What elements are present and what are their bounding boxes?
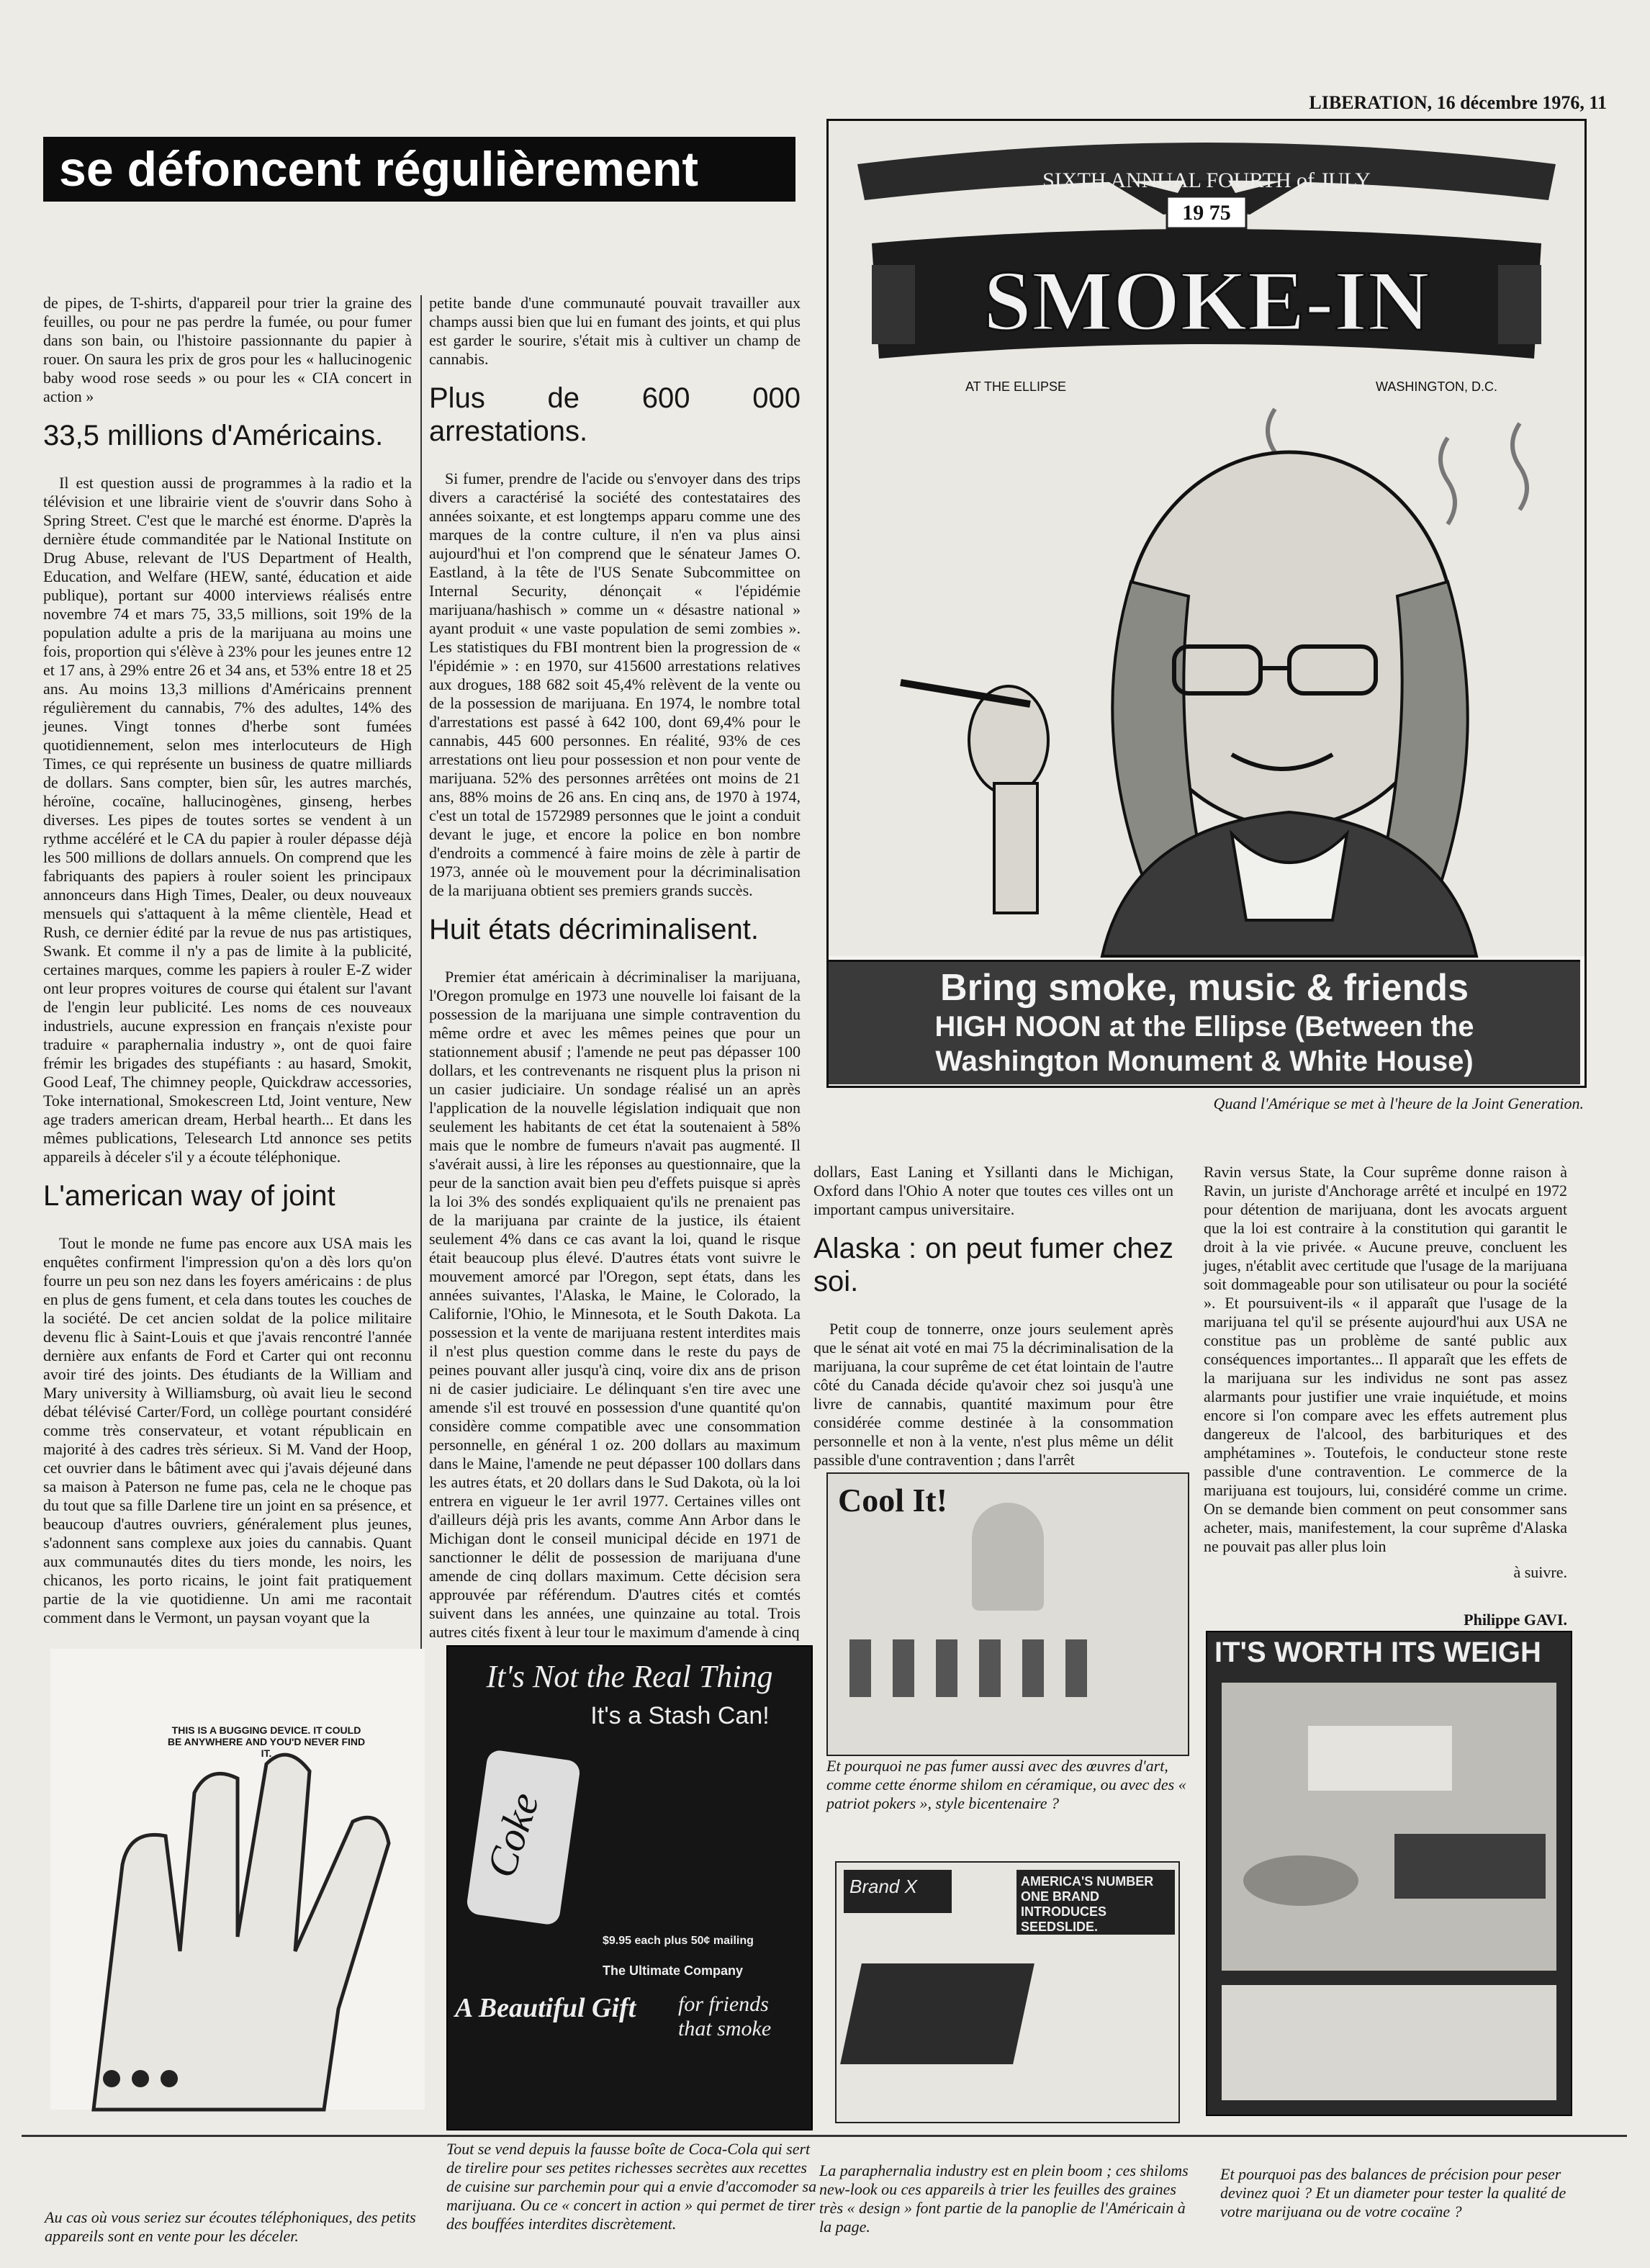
scale-ad-headline: IT'S WORTH ITS WEIGH bbox=[1214, 1637, 1541, 1668]
seedslide-ad bbox=[835, 1861, 1180, 2123]
column-4 bbox=[1204, 1163, 1567, 1629]
bug-caption: Au cas où vous seriez sur écoutes téléphoniques, des petits appareils sont en vente pour les déceler. bbox=[45, 2208, 416, 2245]
column-2 bbox=[429, 294, 801, 1655]
poster-line-1: Bring smoke, music & friends bbox=[940, 967, 1469, 1009]
poster-sub-left: AT THE ELLIPSE bbox=[965, 379, 1067, 394]
smoke-in-poster bbox=[826, 119, 1587, 1088]
poster-slogan-box bbox=[829, 960, 1580, 1084]
coke-can-logo: Coke bbox=[477, 1786, 549, 1884]
scale-ad-photo bbox=[1222, 1683, 1556, 1971]
cool-it-figure bbox=[972, 1503, 1044, 1611]
scale-ad-body bbox=[1222, 1985, 1556, 2100]
poster-title: SMOKE-IN bbox=[983, 253, 1430, 348]
col1-paragraph-2: Tout le monde ne fume pas encore aux USA mais les enquêtes confirment l'impression qu'on a dès lors qu'on fourre un peu son nez dans les foyers américains : de plus en plus de gens fument, et cela dans toutes les couches de la société. De cet ancien soldat de la police militaire devenu flic à Saint-Louis et que j'avais rencontré l'année dernière aux enfants de Ford et Carter qui ont reconnu avoir tiré des joints. Des étudiants de la William and Mary university à Williamsburg, où avait lieu le second débat télévisé Carter/Ford, un collège pourtant considéré comme très conservateur, et votant républicain en majorité à des cadres très sérieux. Si M. Vand der Hoop, cet ouvrier dans le bâtiment avec qui j'avais déjeuné dans sa maison à Paterson ne fume pas, cela ne le choque pas du tout que sa fille Darlene tire un joint en sa présence, et beaucoup d'autres ouvriers, généralement plus jeunes, s'adonnent sans complexe aux joies du cannabis. Quant aux communautés dites du tiers monde, les noirs, les chicanos, les porto ricains, le joint fait pratiquement partie de la vie quotidienne. Un ami me racontait comment dans le Vermont, un paysan voyant que la bbox=[43, 1234, 412, 1626]
cool-it-ad bbox=[826, 1472, 1189, 1756]
col1-paragraph-1: Il est question aussi de programmes à la radio et la télévision et une librairie vient de s'ouvrir dans Soho à Spring Street. C'est que le marché est énorme. D'après la dernière étude commanditée par le National Institute on Drug Abuse, relevant de l'US Department of Health, Education, and Welfare (HEW, santé, éducation et aide publique), portant sur 4000 interviews réalisés entre novembre 74 et mars 75, 33,5 millions, soit 19% de la population adulte a pris de la marijuana au moins une fois, proportion qui s'élève à 23% pour les jeunes entre 12 et 17 ans, à 29% entre 26 et 34 ans, et 53% entre 18 et 25 ans. Au moins 13,3 millions d'Américains prennent régulièrement du cannabis, 7% des adultes, 14% des jeunes. Vingt tonnes d'herbe sont fumées quotidiennement, selon mes interlocuteurs de High Times, ce qui représente un business de quatre milliards de dollars. Sans compter, bien sûr, les autres marchés, héroïne, cocaïne, hallucinogènes, ginseng, herbes diverses. Les pipes de toutes sortes se vendent à un rythme accéléré et le CA du papier à rouler dépasse déjà les 500 millions de dollars annuels. On comprend que les fabriquants des papiers à rouler soient les principaux annonceurs dans High Times, Dealer, ou deux nouveaux mensuels qui s'attaquent à la même clientèle, Head et Rush, ce dernier édité par la revue de nus pas artistiques, Swank. Et comme il n'y a pas de limite à la publicité, certaines marques, comme les papiers à rouler E-Z wider ont leur propres voitures de course qui étalent sur l'avant de l'engin leur publicité. Les noms de ces nouveaux industriels, aucune expression en français n'existe pour traduire « paraphernalia industry », ont de quoi faire frémir les brigades des stupéfiants : au hasard, Smokit, Good Leaf, The chimney people, Quickdraw accessories, Toke international, Smokescreen Ltd, Joint venture, New age traders american dream, Herbal hearth... Et dans les mêmes publications, Telesearch Ltd annonce ses petits appareils à déceler s'il y a écoute téléphonique. bbox=[43, 474, 412, 1166]
col2-intro: petite bande d'une communauté pouvait travailler aux champs aussi bien que lui en fumant des joints, et qui plus est garder le sourire, s'était mis à cultiver un champ de cannabis. bbox=[429, 294, 801, 368]
coke-ad-company: The Ultimate Company bbox=[603, 1963, 744, 1978]
bugging-device-ad bbox=[50, 1649, 425, 2110]
poster-caption: Quand l'Amérique se met à l'heure de la Joint Generation. bbox=[1213, 1094, 1584, 1112]
coke-ad-subhead: It's a Stash Can! bbox=[590, 1702, 770, 1729]
col2-heading-2: Huit états décriminalisent. bbox=[429, 914, 759, 945]
col4-suivre: à suivre. bbox=[1513, 1563, 1567, 1581]
col1-heading-2: L'american way of joint bbox=[43, 1180, 335, 1212]
seedslide-headline: AMERICA'S NUMBER ONE BRAND INTRODUCES SEEDSLIDE. bbox=[1016, 1870, 1175, 1935]
seedslide-brand: Brand X bbox=[844, 1870, 952, 1913]
poster-line-3: Washington Monument & White House) bbox=[935, 1045, 1474, 1077]
hand-illustration bbox=[50, 1649, 425, 2110]
masthead: LIBERATION, 16 décembre 1976, 11 bbox=[1309, 92, 1607, 113]
cool-it-title: Cool It! bbox=[838, 1482, 948, 1518]
bugging-device-text: THIS IS A BUGGING DEVICE. IT COULD BE ANYWHERE AND YOU'D NEVER FIND IT. bbox=[167, 1724, 366, 1759]
seedslide-tray bbox=[840, 1963, 1034, 2064]
poster-ribbon: SIXTH ANNUAL FOURTH of JULY bbox=[1042, 168, 1371, 192]
poster-line-2: HIGH NOON at the Ellipse (Between the bbox=[934, 1011, 1474, 1043]
poster-illustration bbox=[829, 121, 1584, 956]
poster-sub-right: WASHINGTON, D.C. bbox=[1376, 379, 1498, 394]
col1-intro: de pipes, de T-shirts, d'appareil pour trier la graine des feuilles, ou pour ne pas perdre la fumée, ou pour fumer dans son bain, ou l'histoire passionnante du papier à rouer. On saura les prix de gros pour les « hallucinogenic baby wood rose seeds » ou pour les « CIA concert in action » bbox=[43, 294, 412, 405]
col1-heading-1: 33,5 millions d'Américains. bbox=[43, 420, 384, 451]
poster-year: 19 75 bbox=[1182, 201, 1231, 225]
coke-caption: Tout se vend depuis la fausse boîte de Coca-Cola qui sert de tirelire pour ses petites richesses secrètes aux recettes de cuisine sur parchemin pour qui a envie d'accomoder sa marijuana. Ou ce « concert in action » qui permet de tirer des bouffées interdites discrètement. bbox=[446, 2140, 817, 2233]
col4-paragraph-1: Ravin versus State, la Cour suprême donne raison à Ravin, un juriste d'Anchorage arrêté et inculpé en 1972 pour détention de marijuana, dont les avocats arguent que la loi est contraire à la constitution qui garantit le droit à la vie privée. « Aucune preuve, concluent les juges, n'établit avec certitude que l'usage de la marijuana soit dommageable pour son utilisateur ou pour la société ». Et poursuivent-ils « il apparaît que l'usage de la marijuana tel qu'il se présente aujourd'hui aux USA ne constitue pas un problème de santé public aux conséquences importantes... Il apparaît que les effets de la marijuana sur les individus ne sont pas assez alarmants pour justifier une vraie inquiétude, et moins encore si l'on compare avec les effets autrement plus dangereux de l'alcool, des barbituriques et des amphétamines ». Toutefois, le conducteur stone reste passible d'une contravention. Le commerce de la marijuana est toujours, lui, considéré comme un crime. On se demande bien comment on peut consommer sans acheter, mais, manifestement, la cour suprême d'Alaska ne pouvait pas aller plus loin bbox=[1204, 1163, 1567, 1555]
column-3 bbox=[813, 1163, 1173, 1469]
col3-paragraph-1: Petit coup de tonnerre, onze jours seulement après que le sénat ait voté en mai 75 la décriminalisation de la marijuana, la cour suprême de cet état lointain de l'autre côté du Canada décide qu'avoir chez soi jusqu'à une livre de cannabis, quantité maximum pour être considérée comme destinée à la consommation personnelle et non à la vente, n'est plus même un délit passible d'une contravention ; dans l'arrêt bbox=[813, 1320, 1173, 1469]
cool-it-pipes bbox=[849, 1639, 1166, 1697]
column-divider-1 bbox=[420, 295, 422, 1649]
scale-ad bbox=[1206, 1631, 1572, 2116]
coke-ad-gift-2: for friends that smoke bbox=[678, 1992, 772, 2040]
coke-ad-headline: It's Not the Real Thing bbox=[486, 1659, 773, 1694]
col4-author: Philippe GAVI. bbox=[1464, 1611, 1567, 1629]
cool-it-caption: Et pourquoi ne pas fumer aussi avec des œuvres d'art, comme cette énorme shilom en céramique, ou avec des « patriot pokers », style bicentenaire ? bbox=[826, 1757, 1186, 1812]
column-1 bbox=[43, 294, 412, 1655]
col2-paragraph-2: Premier état américain à décriminaliser la marijuana, l'Oregon promulge en 1973 une nouvelle loi faisant de la possession de la marijuana une simple contravention du même ordre et avec les mêmes peines que pour un stationnement abusif ; l'amende ne peut pas dépasser 100 dollars, et les contrevenants ne risquent plus la prison ni un casier judiciaire. Un sondage réalisé un an après l'application de la nouvelle législation indiquait que non seulement les habitants de cet état la soutenaient à 58% mais que le nombre de fumeurs n'avait pas augmenté. Il s'avérait aussi, à lire les réponses au questionnaire, que la peur de la sanction avait bien peu d'effets puisque si après la loi 3% des sondés expliquaient qu'ils ne prenaient pas de la marijuana par crainte de la justice, ils étaient seulement 4% dans ce cas avant la loi, quand le risque était beaucoup plus élevé. D'autres états vont suivre le mouvement amorcé par l'Oregon, sept états, dans les années suivantes, l'Alaska, le Maine, le Colorado, la Californie, l'Ohio, le Minnesota, et le South Dakota. La possession et la vente de marijuana restent interdites mais il n'est plus question comme dans le reste du pays de peines pouvant aller jusqu'à cinq, voire dix ans de prison ni de casier judiciaire. Le délinquant s'en tire avec une amende s'il est trouvé en possession d'une quantité qu'on considère comme compatible avec une consommation personnelle, en général 1 oz. 200 dollars au maximum dans le Maine, l'amende ne peut dépasser 100 dollars dans les autres états, et 20 dollars dans le Sud Dakota, où la loi entrera en vigueur le 1er avril 1977. Certaines villes ont d'ailleurs déjà pris les avants, comme Ann Arbor dans le Michigan dont le conseil municipal décide en 1971 de sanctionner le délit de possession de marijuana d'une amende de cinq dollars maximum. Cette décision sera approuvée par référendum. D'autres cités et comtés suivent dans les années, une quinzaine au total. Trois autres cités fixent à leur tour le maximum d'amende à cinq bbox=[429, 968, 801, 1641]
headline-banner: se défoncent régulièrement bbox=[43, 137, 795, 202]
bottom-rule bbox=[22, 2135, 1627, 2137]
col3-intro: dollars, East Laning et Ysillanti dans le Michigan, Oxford dans l'Ohio A noter que toutes ces villes ont un important campus universitaire. bbox=[813, 1163, 1173, 1218]
scale-caption: Et pourquoi pas des balances de précision pour peser devinez quoi ? Et un diameter pour tester la qualité de votre marijuana ou de votre cocaïne ? bbox=[1220, 2165, 1566, 2220]
coke-ad-price: $9.95 each plus 50¢ mailing bbox=[603, 1935, 754, 1947]
col2-paragraph-1: Si fumer, prendre de l'acide ou s'envoyer dans des trips divers a caractérisé la société des contestataires des années soixante, et est longtemps apparu comme une des marques de la contre culture, il n'en va plus ainsi aujourd'hui et l'on comprend que le sénateur James O. Eastland, à la tête de l'US Senate Subcommittee on Internal Security, dénonçait « l'épidémie marijuana/hashisch » comme un « désastre national » ayant produit « une vaste population de semi zombies ». Les statistiques du FBI montrent bien la progression de « l'épidémie » : en 1970, sur 415600 arrestations relatives aux drogues, 188 682 soit 45,4% relèvent de la vente ou de la possession de marijuana. En 1974, le nombre total d'arrestations est passé à 642 100, dont 69,4% pour le cannabis, 445 600 personnes. En réalité, 93% de ces arrestations ont lieu pour possession et non pour vente de marijuana. 52% des personnes arrêtées ont moins de 21 ans, 88% moins de 26 ans. En cinq ans, de 1970 à 1974, c'est un total de 1572989 personnes que le joint a conduit devant le juge, et encore la police en bon nombre d'endroits a commencé à faire moins de zèle à partir de 1973, année où le mouvement pour la décriminalisation de la marijuana obtient ses premiers grands succès. bbox=[429, 469, 801, 899]
coke-stash-can-ad bbox=[446, 1645, 813, 2130]
seedslide-caption: La paraphernalia industry est en plein boom ; ces shiloms new-look ou ces appareils à trier les feuilles des graines très « design » font partie de la panoplie de l'Américain à la page. bbox=[819, 2161, 1189, 2236]
coke-can bbox=[466, 1749, 582, 1926]
coke-ad-gift: A Beautiful Gift bbox=[455, 1993, 636, 2023]
col2-heading-1: Plus de 600 000 arrestations. bbox=[429, 382, 801, 447]
col3-heading-1: Alaska : on peut fumer chez soi. bbox=[813, 1233, 1173, 1297]
